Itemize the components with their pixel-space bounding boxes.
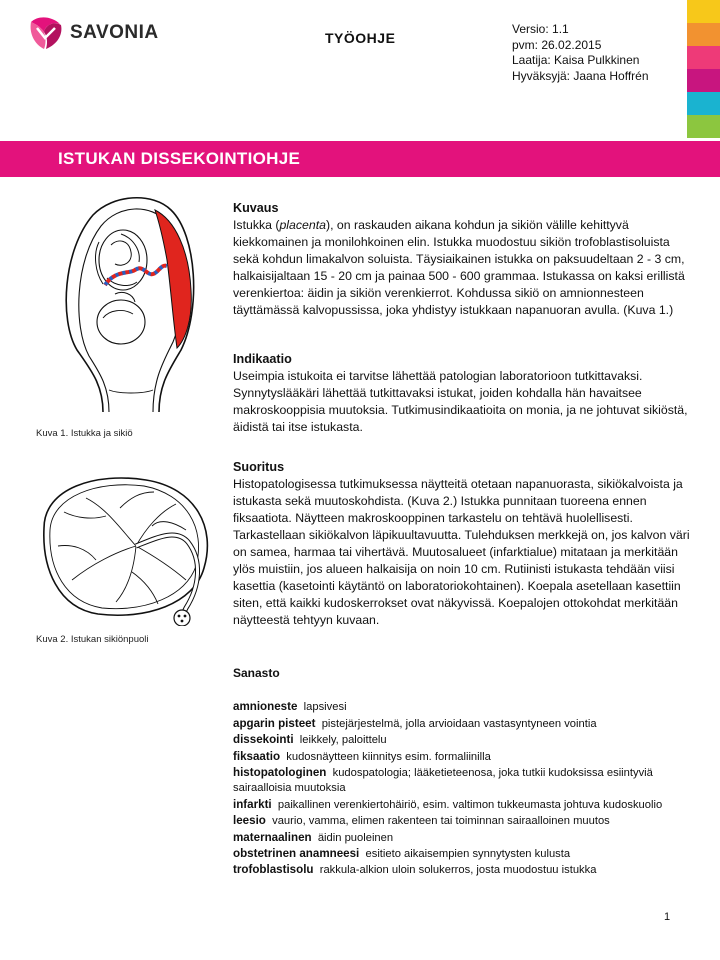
date: pvm: 26.02.2015 [512,37,602,52]
glossary-term: maternaalinen [233,830,312,844]
kuvaus-heading: Kuvaus [233,201,279,215]
title-bar [0,141,720,177]
figure-uterus-fetus [63,190,198,412]
glossary-item [233,749,683,765]
stripe-4 [687,69,720,92]
indikaatio-heading: Indikaatio [233,352,292,366]
stripe-2 [687,23,720,46]
glossary-term: infarkti [233,797,272,811]
kuvaus-text-post: ), on raskauden aikana kohdun ja sikiön välille kehittyvä kiekkomainen ja monilohkoinen elin. Istukka muodostuu sikiön trofoblastisoluista sekä kohdun limakalvon soluista. Täysiaikainen istukka on paksuudeltaan 2 - 3 cm, halkaisijaltaan 15 - 20 cm ja painaa 500 - 600 grammaa. Istukassa on kaksi erillistä verenkiertoa: äidin ja sikiön verenkierrot. Kohdussa sikiö on amnionnesteen täyttämässä kalvopussissa, joka yhdistyy istukkaan napanuoran avulla. (Kuva 1.) [233,218,685,317]
glossary-item [233,797,683,813]
version: Versio: 1.1 [512,22,569,36]
glossary-item [233,862,683,878]
glossary-definition: lapsivesi [303,701,347,714]
glossary-definition: rakkula-alkion uloin solukerros, josta muodostuu istukka [319,864,597,877]
glossary-item [233,846,683,862]
stripe-1 [687,0,720,23]
indikaatio-text: Useimpia istukoita ei tarvitse lähettää patologian laboratorioon tutkittavaksi. Synnytyslääkäri lähettää tutkittavaksi istukat, joiden kohdalla hän havaitsee makroskooppisia muutoksia. Tutkimusindikaatioita on monia, ja ne johtuvat sikiöstä, äidistä tai itse istukasta. [233,369,688,434]
glossary-definition: paikallinen verenkiertohäiriö, esim. valtimon tukkeumasta johtuva kudoskuolio [277,798,663,811]
glossary-definition: kudospatologia; lääketieteenosa, joka tutkii kudoksissa esiintyviä sairaalloisia muutoksia [233,767,653,795]
glossary-definition: vaurio, vamma, elimen rakenteen tai toiminnan sairaalloinen muutos [272,815,610,828]
figure-2-caption: Kuva 2. Istukan sikiönpuoli [36,634,149,645]
glossary-term: leesio [233,814,266,828]
glossary-term: trofoblastisolu [233,863,314,877]
document-meta [512,22,649,84]
document-type: TYÖOHJE [325,30,396,46]
glossary-item [233,813,683,829]
glossary-term: apgarin pisteet [233,716,316,730]
glossary-definition: esitieto aikaisempien synnytysten kulusta [365,848,571,861]
glossary-item [233,830,683,846]
glossary-term: histopatologinen [233,766,327,780]
figure-placenta-fetal-side [36,468,218,626]
glossary-item [233,699,683,715]
section-suoritus [233,459,698,629]
glossary-term: obstetrinen anamneesi [233,847,360,861]
glossary-item [233,732,683,748]
stripe-3 [687,46,720,69]
glossary-definition: pistejärjestelmä, jolla arvioidaan vastasyntyneen vointia [321,717,597,730]
logo-text: SAVONIA [70,22,159,43]
kuvaus-text-pre: Istukka ( [233,218,280,232]
stripe-6 [687,115,720,138]
savonia-logo-icon [28,16,64,50]
glossary [233,666,683,879]
page-title: ISTUKAN DISSEKOINTIOHJE [58,149,301,168]
glossary-term: amnioneste [233,700,298,714]
savonia-logo [28,16,159,50]
approver: Hyväksyjä: Jaana Hoffrén [512,68,649,83]
glossary-term: fiksaatio [233,749,281,763]
glossary-item [233,716,683,732]
glossary-term: dissekointi [233,733,294,747]
color-stripes [687,0,720,138]
author: Laatija: Kaisa Pulkkinen [512,53,640,67]
kuvaus-text [233,217,698,319]
glossary-definition: äidin puoleinen [317,831,394,844]
kuvaus-text-italic: placenta [279,218,326,232]
glossary-definition: leikkely, paloittelu [299,734,387,747]
figure-1-caption: Kuva 1. Istukka ja sikiö [36,428,133,439]
glossary-definition: kudosnäytteen kiinnitys esim. formaliinilla [286,750,491,763]
glossary-heading: Sanasto [233,666,280,680]
section-indikaatio [233,351,698,436]
suoritus-heading: Suoritus [233,460,285,474]
section-kuvaus [233,200,698,319]
stripe-5 [687,92,720,115]
page-number: 1 [664,911,671,923]
glossary-item [233,765,683,797]
suoritus-text: Histopatologisessa tutkimuksessa näytteitä otetaan napanuorasta, sikiökalvoista ja istukasta sekä muutoskohdista. (Kuva 2.) Istukka punnitaan tuoreena ennen fiksaatiota. Näytteen makroskooppinen tarkastelu on tehtävä huolellisesti. Tarkastellaan sikiökalvon läpikuultavuutta. Tulehduksen merkkejä on, jos kalvon väri on samea, harmaa tai vihertävä. Muutosalueet (infarktialue) mitataan ja merkitään ylös muistiin, jos alueen halkaisija on noin 10 cm. Rutiinisti istukasta tehdään viisi kasettia (kasetointi käytäntö on laboratoriokohtainen). Koepala asetellaan kasettiin siten, että kaikki kudoskerrokset ovat näkyvissä. Koepalojen ottokohdat merkitään näytteestä tehtyyn kuvaan. [233,477,690,627]
